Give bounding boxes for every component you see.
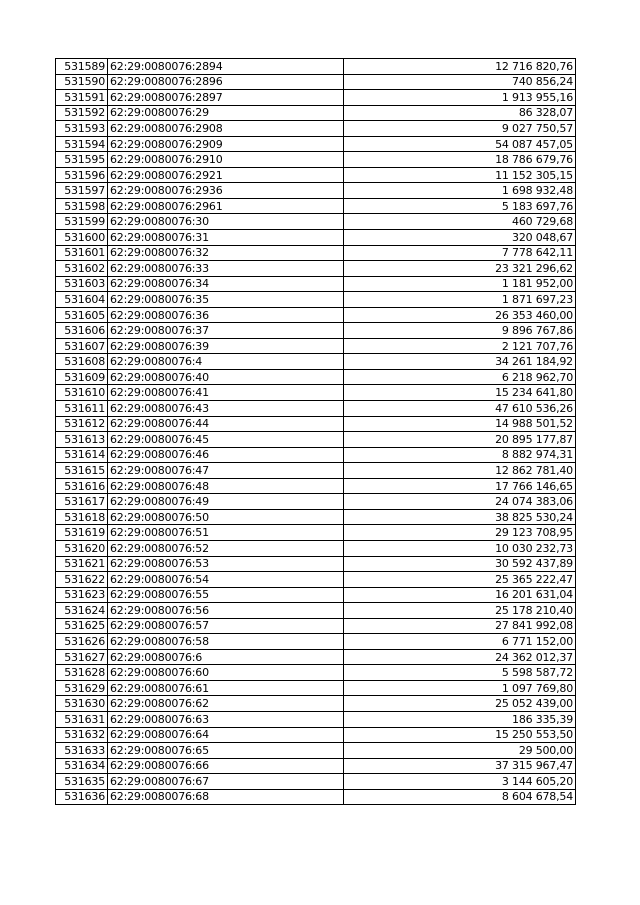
cadastral-number-cell: 62:29:0080076:60 — [108, 665, 344, 681]
table-row — [56, 618, 576, 634]
value-cell: 37 315 967,47 — [344, 758, 576, 774]
cadastral-number-cell: 62:29:0080076:44 — [108, 416, 344, 432]
cadastral-number-cell: 62:29:0080076:2897 — [108, 90, 344, 106]
row-number-cell: 531624 — [56, 603, 108, 619]
table-row — [56, 338, 576, 354]
row-number-cell: 531618 — [56, 509, 108, 525]
row-number-cell: 531626 — [56, 634, 108, 650]
row-number-cell: 531627 — [56, 649, 108, 665]
row-number-cell: 531629 — [56, 680, 108, 696]
value-cell: 1 913 955,16 — [344, 90, 576, 106]
row-number-cell: 531596 — [56, 167, 108, 183]
cadastral-number-cell: 62:29:0080076:4 — [108, 354, 344, 370]
table-row — [56, 59, 576, 75]
value-cell: 6 218 962,70 — [344, 369, 576, 385]
value-cell: 17 766 146,65 — [344, 478, 576, 494]
cadastral-number-cell: 62:29:0080076:41 — [108, 385, 344, 401]
row-number-cell: 531606 — [56, 323, 108, 339]
row-number-cell: 531636 — [56, 789, 108, 805]
value-cell: 27 841 992,08 — [344, 618, 576, 634]
row-number-cell: 531609 — [56, 369, 108, 385]
row-number-cell: 531622 — [56, 572, 108, 588]
table-row — [56, 167, 576, 183]
data-table — [55, 58, 576, 805]
row-number-cell: 531613 — [56, 432, 108, 448]
row-number-cell: 531601 — [56, 245, 108, 261]
table-row — [56, 447, 576, 463]
cadastral-number-cell: 62:29:0080076:34 — [108, 276, 344, 292]
table-row — [56, 152, 576, 168]
row-number-cell: 531612 — [56, 416, 108, 432]
value-cell: 14 988 501,52 — [344, 416, 576, 432]
value-cell: 38 825 530,24 — [344, 509, 576, 525]
value-cell: 460 729,68 — [344, 214, 576, 230]
value-cell: 1 181 952,00 — [344, 276, 576, 292]
value-cell: 18 786 679,76 — [344, 152, 576, 168]
table-row — [56, 587, 576, 603]
row-number-cell: 531635 — [56, 774, 108, 790]
value-cell: 8 882 974,31 — [344, 447, 576, 463]
row-number-cell: 531597 — [56, 183, 108, 199]
value-cell: 5 598 587,72 — [344, 665, 576, 681]
value-cell: 26 353 460,00 — [344, 307, 576, 323]
table-row — [56, 634, 576, 650]
row-number-cell: 531630 — [56, 696, 108, 712]
table-row — [56, 509, 576, 525]
row-number-cell: 531591 — [56, 90, 108, 106]
cadastral-number-cell: 62:29:0080076:51 — [108, 525, 344, 541]
table-row — [56, 183, 576, 199]
cadastral-number-cell: 62:29:0080076:43 — [108, 401, 344, 417]
cadastral-number-cell: 62:29:0080076:55 — [108, 587, 344, 603]
cadastral-number-cell: 62:29:0080076:2908 — [108, 121, 344, 137]
value-cell: 7 778 642,11 — [344, 245, 576, 261]
table-row — [56, 603, 576, 619]
cadastral-number-cell: 62:29:0080076:49 — [108, 494, 344, 510]
cadastral-number-cell: 62:29:0080076:2909 — [108, 136, 344, 152]
cadastral-number-cell: 62:29:0080076:66 — [108, 758, 344, 774]
table-row — [56, 680, 576, 696]
cadastral-number-cell: 62:29:0080076:68 — [108, 789, 344, 805]
row-number-cell: 531589 — [56, 59, 108, 75]
cadastral-number-cell: 62:29:0080076:32 — [108, 245, 344, 261]
row-number-cell: 531631 — [56, 711, 108, 727]
row-number-cell: 531620 — [56, 540, 108, 556]
table-row — [56, 245, 576, 261]
row-number-cell: 531623 — [56, 587, 108, 603]
value-cell: 6 771 152,00 — [344, 634, 576, 650]
table-row — [56, 649, 576, 665]
value-cell: 1 097 769,80 — [344, 680, 576, 696]
cadastral-number-cell: 62:29:0080076:62 — [108, 696, 344, 712]
table-row — [56, 214, 576, 230]
cadastral-number-cell: 62:29:0080076:47 — [108, 463, 344, 479]
value-cell: 3 144 605,20 — [344, 774, 576, 790]
cadastral-number-cell: 62:29:0080076:2961 — [108, 198, 344, 214]
table-row — [56, 276, 576, 292]
cadastral-number-cell: 62:29:0080076:2894 — [108, 59, 344, 75]
value-cell: 9 027 750,57 — [344, 121, 576, 137]
table-row — [56, 572, 576, 588]
cadastral-number-cell: 62:29:0080076:67 — [108, 774, 344, 790]
cadastral-number-cell: 62:29:0080076:31 — [108, 230, 344, 246]
cadastral-number-cell: 62:29:0080076:52 — [108, 540, 344, 556]
table-row — [56, 416, 576, 432]
cadastral-number-cell: 62:29:0080076:6 — [108, 649, 344, 665]
value-cell: 1 871 697,23 — [344, 292, 576, 308]
value-cell: 20 895 177,87 — [344, 432, 576, 448]
table-row — [56, 136, 576, 152]
table-row — [56, 665, 576, 681]
row-number-cell: 531594 — [56, 136, 108, 152]
row-number-cell: 531600 — [56, 230, 108, 246]
cadastral-number-cell: 62:29:0080076:2896 — [108, 74, 344, 90]
value-cell: 29 500,00 — [344, 743, 576, 759]
value-cell: 186 335,39 — [344, 711, 576, 727]
cadastral-number-cell: 62:29:0080076:33 — [108, 261, 344, 277]
cadastral-number-cell: 62:29:0080076:50 — [108, 509, 344, 525]
row-number-cell: 531592 — [56, 105, 108, 121]
table-row — [56, 369, 576, 385]
value-cell: 15 234 641,80 — [344, 385, 576, 401]
value-cell: 54 087 457,05 — [344, 136, 576, 152]
cadastral-number-cell: 62:29:0080076:45 — [108, 432, 344, 448]
cadastral-number-cell: 62:29:0080076:2921 — [108, 167, 344, 183]
table-row — [56, 90, 576, 106]
table-row — [56, 696, 576, 712]
cadastral-number-cell: 62:29:0080076:58 — [108, 634, 344, 650]
cadastral-number-cell: 62:29:0080076:39 — [108, 338, 344, 354]
cadastral-number-cell: 62:29:0080076:57 — [108, 618, 344, 634]
row-number-cell: 531619 — [56, 525, 108, 541]
value-cell: 9 896 767,86 — [344, 323, 576, 339]
cadastral-number-cell: 62:29:0080076:2910 — [108, 152, 344, 168]
value-cell: 25 178 210,40 — [344, 603, 576, 619]
cadastral-number-cell: 62:29:0080076:46 — [108, 447, 344, 463]
row-number-cell: 531605 — [56, 307, 108, 323]
table-row — [56, 743, 576, 759]
row-number-cell: 531604 — [56, 292, 108, 308]
value-cell: 12 862 781,40 — [344, 463, 576, 479]
cadastral-number-cell: 62:29:0080076:36 — [108, 307, 344, 323]
cadastral-number-cell: 62:29:0080076:65 — [108, 743, 344, 759]
table-row — [56, 385, 576, 401]
cadastral-number-cell: 62:29:0080076:35 — [108, 292, 344, 308]
table-row — [56, 789, 576, 805]
value-cell: 86 328,07 — [344, 105, 576, 121]
row-number-cell: 531610 — [56, 385, 108, 401]
table-row — [56, 261, 576, 277]
row-number-cell: 531595 — [56, 152, 108, 168]
cadastral-number-cell: 62:29:0080076:54 — [108, 572, 344, 588]
value-cell: 15 250 553,50 — [344, 727, 576, 743]
value-cell: 30 592 437,89 — [344, 556, 576, 572]
row-number-cell: 531634 — [56, 758, 108, 774]
table-row — [56, 478, 576, 494]
cadastral-number-cell: 62:29:0080076:29 — [108, 105, 344, 121]
value-cell: 11 152 305,15 — [344, 167, 576, 183]
cadastral-number-cell: 62:29:0080076:37 — [108, 323, 344, 339]
table-row — [56, 711, 576, 727]
table-row — [56, 758, 576, 774]
row-number-cell: 531615 — [56, 463, 108, 479]
table-row — [56, 556, 576, 572]
table-body — [56, 59, 576, 805]
table-row — [56, 774, 576, 790]
value-cell: 25 052 439,00 — [344, 696, 576, 712]
cadastral-number-cell: 62:29:0080076:2936 — [108, 183, 344, 199]
value-cell: 12 716 820,76 — [344, 59, 576, 75]
cadastral-number-cell: 62:29:0080076:63 — [108, 711, 344, 727]
row-number-cell: 531599 — [56, 214, 108, 230]
value-cell: 1 698 932,48 — [344, 183, 576, 199]
value-cell: 2 121 707,76 — [344, 338, 576, 354]
row-number-cell: 531633 — [56, 743, 108, 759]
value-cell: 29 123 708,95 — [344, 525, 576, 541]
table-row — [56, 354, 576, 370]
table-row — [56, 432, 576, 448]
table-row — [56, 292, 576, 308]
row-number-cell: 531628 — [56, 665, 108, 681]
value-cell: 8 604 678,54 — [344, 789, 576, 805]
table-row — [56, 105, 576, 121]
table-row — [56, 307, 576, 323]
cadastral-number-cell: 62:29:0080076:48 — [108, 478, 344, 494]
row-number-cell: 531598 — [56, 198, 108, 214]
value-cell: 23 321 296,62 — [344, 261, 576, 277]
value-cell: 34 261 184,92 — [344, 354, 576, 370]
row-number-cell: 531590 — [56, 74, 108, 90]
value-cell: 320 048,67 — [344, 230, 576, 246]
row-number-cell: 531608 — [56, 354, 108, 370]
table-row — [56, 525, 576, 541]
cadastral-number-cell: 62:29:0080076:40 — [108, 369, 344, 385]
table-row — [56, 540, 576, 556]
value-cell: 24 074 383,06 — [344, 494, 576, 510]
row-number-cell: 531607 — [56, 338, 108, 354]
table-row — [56, 494, 576, 510]
value-cell: 24 362 012,37 — [344, 649, 576, 665]
value-cell: 47 610 536,26 — [344, 401, 576, 417]
table-row — [56, 198, 576, 214]
value-cell: 5 183 697,76 — [344, 198, 576, 214]
table-row — [56, 121, 576, 137]
row-number-cell: 531616 — [56, 478, 108, 494]
row-number-cell: 531621 — [56, 556, 108, 572]
value-cell: 740 856,24 — [344, 74, 576, 90]
table-row — [56, 401, 576, 417]
table-row — [56, 74, 576, 90]
table-row — [56, 230, 576, 246]
cadastral-number-cell: 62:29:0080076:53 — [108, 556, 344, 572]
row-number-cell: 531614 — [56, 447, 108, 463]
table-row — [56, 463, 576, 479]
row-number-cell: 531593 — [56, 121, 108, 137]
table-row — [56, 727, 576, 743]
table-row — [56, 323, 576, 339]
value-cell: 25 365 222,47 — [344, 572, 576, 588]
cadastral-number-cell: 62:29:0080076:56 — [108, 603, 344, 619]
row-number-cell: 531625 — [56, 618, 108, 634]
row-number-cell: 531602 — [56, 261, 108, 277]
value-cell: 10 030 232,73 — [344, 540, 576, 556]
row-number-cell: 531603 — [56, 276, 108, 292]
value-cell: 16 201 631,04 — [344, 587, 576, 603]
row-number-cell: 531611 — [56, 401, 108, 417]
row-number-cell: 531632 — [56, 727, 108, 743]
row-number-cell: 531617 — [56, 494, 108, 510]
cadastral-number-cell: 62:29:0080076:61 — [108, 680, 344, 696]
cadastral-number-cell: 62:29:0080076:64 — [108, 727, 344, 743]
cadastral-number-cell: 62:29:0080076:30 — [108, 214, 344, 230]
